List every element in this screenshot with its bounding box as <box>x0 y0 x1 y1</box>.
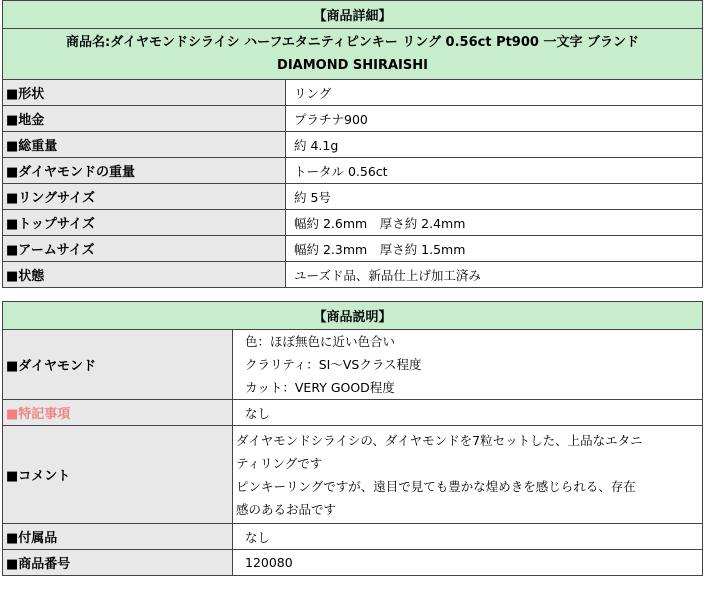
arm-size-value: 幅約 2.3mm 厚さ約 1.5mm <box>286 236 703 262</box>
accessories-value: なし <box>233 524 703 550</box>
ring-size-label: ■リングサイズ <box>3 184 286 210</box>
table-row <box>3 184 703 210</box>
product-name-line1: 商品名:ダイヤモンドシライシ ハーフエタニティピンキー リング 0.56ct Pt900 一文字 ブランド <box>66 35 639 50</box>
shape-label: ■形状 <box>3 80 286 106</box>
diamond-weight-label: ■ダイヤモンドの重量 <box>3 158 286 184</box>
table-row <box>3 550 703 576</box>
ring-size-value: 約 5号 <box>286 184 703 210</box>
table-row <box>3 210 703 236</box>
comment-line3: ピンキーリングですが、遠目で見ても豊かな煌めきを感じられる、存在 <box>236 478 636 494</box>
details-table <box>2 0 703 288</box>
weight-value: 約 4.1g <box>286 132 703 158</box>
weight-label: ■総重量 <box>3 132 286 158</box>
special-notes-value: なし <box>233 400 703 426</box>
accessories-label: ■付属品 <box>3 524 233 550</box>
product-name <box>3 29 703 80</box>
product-number-label: ■商品番号 <box>3 550 233 576</box>
diamond-clarity: クラリティ：SI〜VSクラス程度 <box>245 357 422 372</box>
condition-value: ユーズド品、新品仕上げ加工済み <box>286 262 703 288</box>
product-number-value: 120080 <box>233 550 703 576</box>
comment-line2: ティリングです <box>236 455 323 471</box>
comment-label: ■コメント <box>3 426 233 524</box>
table-row <box>3 158 703 184</box>
product-name-line2: DIAMOND SHIRAISHI <box>277 58 428 73</box>
table-row <box>3 426 703 524</box>
table-row <box>3 330 703 400</box>
table-row <box>3 132 703 158</box>
arm-size-label: ■アームサイズ <box>3 236 286 262</box>
diamond-cut: カット：VERY GOOD程度 <box>245 380 395 395</box>
shape-value: リング <box>286 80 703 106</box>
diamond-label: ■ダイヤモンド <box>3 330 233 400</box>
diamond-weight-value: トータル 0.56ct <box>286 158 703 184</box>
table-row <box>3 106 703 132</box>
table-row <box>3 236 703 262</box>
table-row <box>3 524 703 550</box>
metal-value: プラチナ900 <box>286 106 703 132</box>
description-table <box>2 301 703 576</box>
table-row <box>3 262 703 288</box>
condition-label: ■状態 <box>3 262 286 288</box>
top-size-value: 幅約 2.6mm 厚さ約 2.4mm <box>286 210 703 236</box>
details-header: 【商品詳細】 <box>3 1 703 29</box>
comment-line4: 感のあるお品です <box>236 501 337 517</box>
comment-text <box>233 426 703 524</box>
diamond-color: 色：ほぼ無色に近い色合い <box>245 334 396 349</box>
top-size-label: ■トップサイズ <box>3 210 286 236</box>
table-row <box>3 80 703 106</box>
metal-label: ■地金 <box>3 106 286 132</box>
description-header: 【商品説明】 <box>3 302 703 330</box>
special-notes-label: ■特記事項 <box>3 400 233 426</box>
comment-line1: ダイヤモンドシライシの、ダイヤモンドを7粒セットした、上品なエタニ <box>236 432 643 448</box>
diamond-details <box>233 330 703 400</box>
table-row <box>3 400 703 426</box>
